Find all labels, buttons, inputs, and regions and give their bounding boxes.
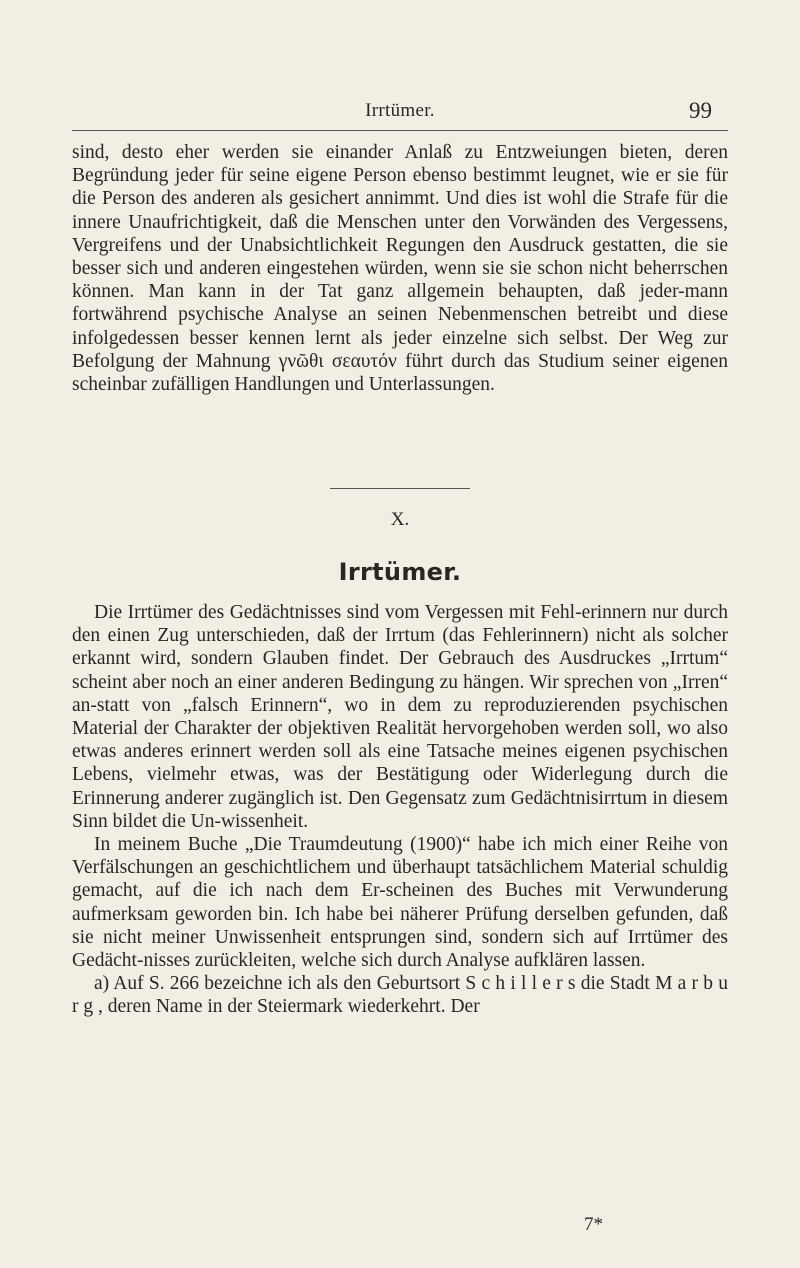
header-rule: [72, 130, 728, 131]
section-number: X.: [390, 509, 410, 530]
paragraph: Die Irrtümer des Gedächtnisses sind vom Vergessen mit Fehl-erinnern nur durch den einen Zug unterschieden, daß der Irrtum (das Fehlerinnern) nicht als solcher erkannt wird, sondern Glauben findet. Der Gebrauch des Ausdruckes „Irrtum“ scheint aber noch an einer anderen Bedingung zu hängen. Wir sprechen von „Irren“ an-statt von „falsch Erinnern“, wo in dem zu reproduzierenden psychischen Material der Charakter der objektiven Realität hervorgehoben werden soll, wo also etwas anderes erinnert werden soll als eine Tatsache meines eigenen psychischen Lebens, vielmehr etwas, was der Bestätigung oder Widerlegung durch die Erinnerung anderer zugänglich ist. Den Gegensatz zum Gedächtnisirrtum in diesem Sinn bildet die Un-wissenheit.: [72, 602, 728, 832]
running-title: Irrtümer.: [365, 100, 435, 121]
section-title: Irrtümer.: [338, 558, 462, 586]
paragraph: sind, desto eher werden sie einander Anlaß zu Entzweiungen bieten, deren Begründung jeder für seine eigene Person ebenso bestimmt leugnet, wie er sie für die Person des anderen als gesichert annimmt. Und dies ist wohl die Strafe für die innere Unaufrichtigkeit, daß die Menschen unter den Vorwänden des Vergessens, Vergreifens und der Unabsichtlichkeit Regungen den Ausdruck gestatten, die sie besser sich und anderen eingestehen würden, wenn sie sie schon nicht beherrschen können. Man kann in der Tat ganz allgemein behaupten, daß jeder-mann fortwährend psychische Analyse an seinen Nebenmenschen betreibt und diese infolgedessen besser kennen lernt als jeder einzelne sich selbst. Der Weg zur Befolgung der Mahnung γνῶθι σεαυτόν führt durch das Studium seiner eigenen scheinbar zufälligen Handlungen und Unterlassungen.: [72, 142, 728, 396]
signature-mark: 7*: [584, 1214, 603, 1235]
page-number: 99: [689, 98, 712, 123]
page-header: [72, 96, 728, 126]
section-divider: [330, 488, 470, 489]
body-text-section: [72, 601, 728, 1019]
paragraph: a) Auf S. 266 bezeichne ich als den Geburtsort S c h i l l e r s die Stadt M a r b u r g , deren Name in der Steiermark wiederkehrt. Der: [72, 973, 728, 1018]
body-text-top: [72, 141, 728, 396]
paragraph: In meinem Buche „Die Traumdeutung (1900)“ habe ich mich einer Reihe von Verfälschungen an geschichtlichem und überhaupt tatsächlichem Material schuldig gemacht, auf die ich nach dem Er-scheinen des Buches mit Verwunderung aufmerksam geworden bin. Ich habe bei näherer Prüfung derselben gefunden, daß sie nicht meiner Unwissenheit entsprungen sind, sondern sich auf Irrtümer des Gedächt-nisses zurückleiten, welche sich durch Analyse aufklären lassen.: [72, 834, 728, 972]
